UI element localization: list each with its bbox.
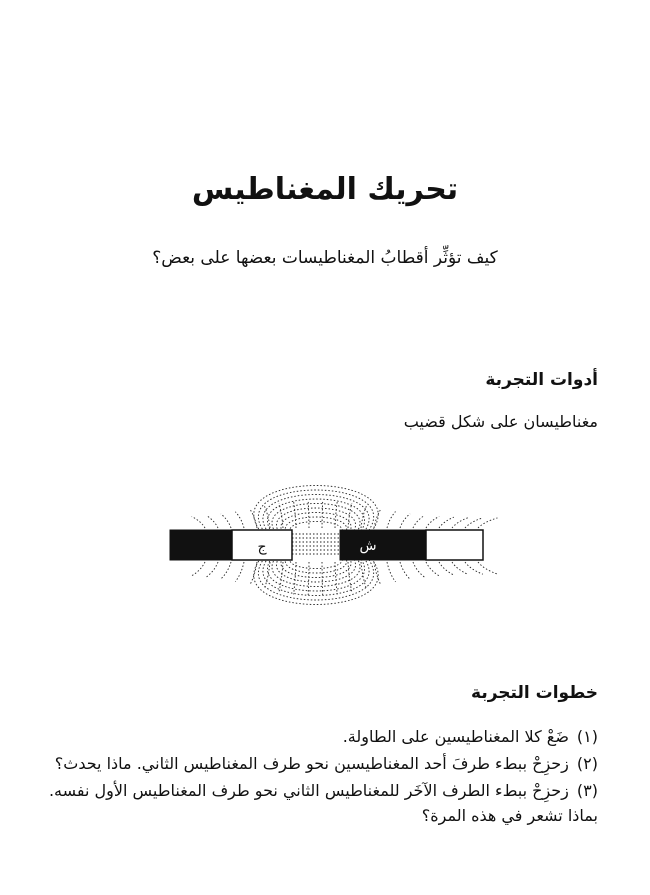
right-pole-label: ش <box>359 538 377 554</box>
right-magnet <box>340 530 483 560</box>
step-text: زحزِحْ ببطء الطرف الآخَر للمغناطيس الثاني نحو طرف المغناطيس الأول نفسه. <box>48 781 569 800</box>
step-followup: بماذا تشعر في هذه المرة؟ <box>421 806 598 825</box>
page-title: تحريك المغناطيس <box>191 172 459 207</box>
page-question: كيف تؤثِّر أقطابُ المغناطيسات بعضها على بعض؟ <box>152 248 498 268</box>
step-item <box>55 754 598 773</box>
left-magnet-black-end <box>170 530 232 560</box>
step-number: (٣) <box>576 781 598 800</box>
step-number: (١) <box>576 727 598 746</box>
materials-item: مغناطيسان على شكل قضيب <box>403 412 598 431</box>
steps-heading: خطوات التجربة <box>471 683 598 703</box>
step-item <box>49 781 598 800</box>
step-number: (٢) <box>576 754 598 773</box>
step-item <box>343 727 598 746</box>
left-magnet <box>170 530 292 560</box>
left-pole-label: ج <box>257 539 267 555</box>
right-magnet-pole <box>340 530 426 560</box>
materials-heading: أدوات التجربة <box>485 370 598 390</box>
step-text: زحزِحْ ببطء طرفَ أحد المغناطيسين نحو طرف المغناطيس الثاني. ماذا يحدث؟ <box>54 754 569 773</box>
right-magnet-white-end <box>426 530 483 560</box>
step-text: ضَعْ كلا المغناطيسين على الطاولة. <box>342 727 569 746</box>
